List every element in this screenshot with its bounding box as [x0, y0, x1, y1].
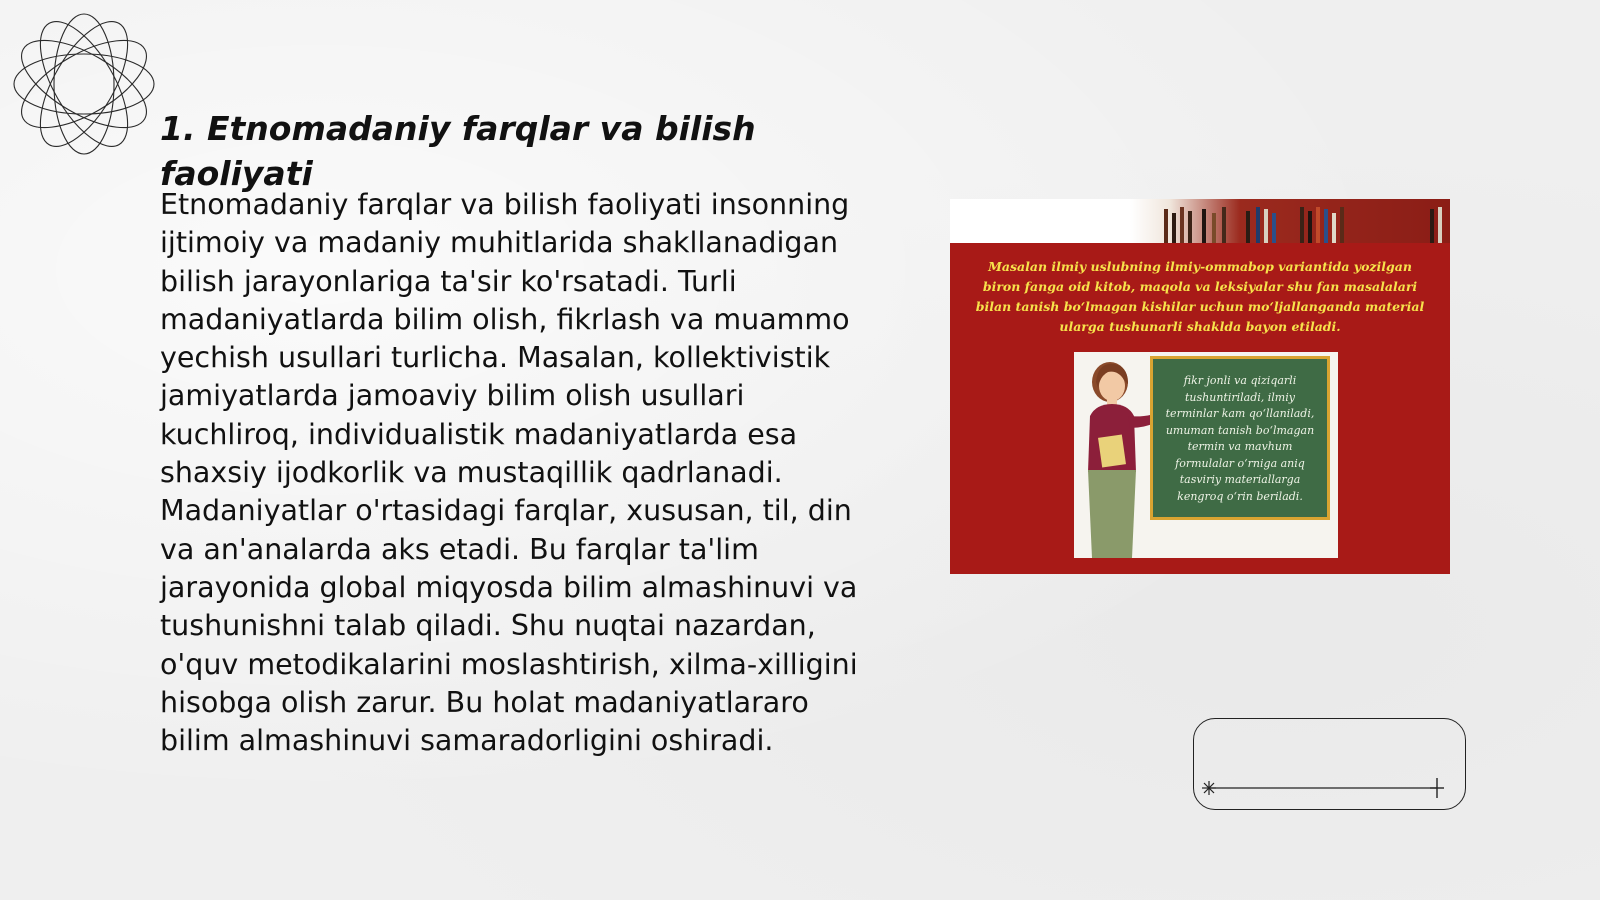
decorative-footer-line: [1197, 776, 1452, 800]
illustration-picture: [950, 199, 1450, 574]
teacher-frame: [1074, 352, 1338, 558]
sparkle-icon: [1202, 781, 1216, 795]
slide-title: 1. Etnomadaniy farqlar va bilish faoliyati: [160, 109, 756, 193]
chalkboard: [1150, 356, 1330, 520]
chalkboard-text: fikr jonli va qiziqarli tushuntiriladi, ilmiy terminlar kam qo‘llaniladi, umuman tanish bo‘lmagan termin va mavhum formulalar o‘rniga aniq tasviriy materiallarga kengroq o‘rin beriladi.: [1165, 374, 1315, 503]
slide-body-text: Etnomadaniy farqlar va bilish faoliyati insonning ijtimoiy va madaniy muhitlarida shakllanadigan bilish jarayonlariga ta'sir ko'rsatadi. Turli madaniyatlarda bilim olish, fikrlash va muammo yechish usullari turlicha. Masalan, kollektivistik jamiyatlarda jamoaviy bilim olish usullari kuchliroq, individualistik madaniyatlarda esa shaxsiy ijodkorlik va mustaqillik qadrlanadi. Madaniyatlar o'rtasidagi farqlar, xususan, til, din va an'analarda aks etadi. Bu farqlar ta'lim jarayonida global miqyosda bilim almashinuvi va tushunishni talab qiladi. Shu nuqtai nazardan, o'quv metodikalarini moslashtirish, xilma-xilligini hisobga olish zarur. Bu holat madaniyatlararo bilim almashinuvi samaradorligini oshiradi.: [160, 188, 858, 758]
picture-caption: Masalan ilmiy uslubning ilmiy-ommabop variantida yozilgan biron fanga oid kitob, maqola va leksiyalar shu fan masalalari bilan tanish bo‘lmagan kishilar uchun mo‘ljallanganda material ularga tushunarli shaklda bayon etiladi.: [975, 259, 1425, 334]
bookshelf-illustration: [950, 199, 1450, 243]
spirograph-ornament-icon: [10, 10, 158, 158]
plus-star-icon: [1430, 778, 1444, 798]
